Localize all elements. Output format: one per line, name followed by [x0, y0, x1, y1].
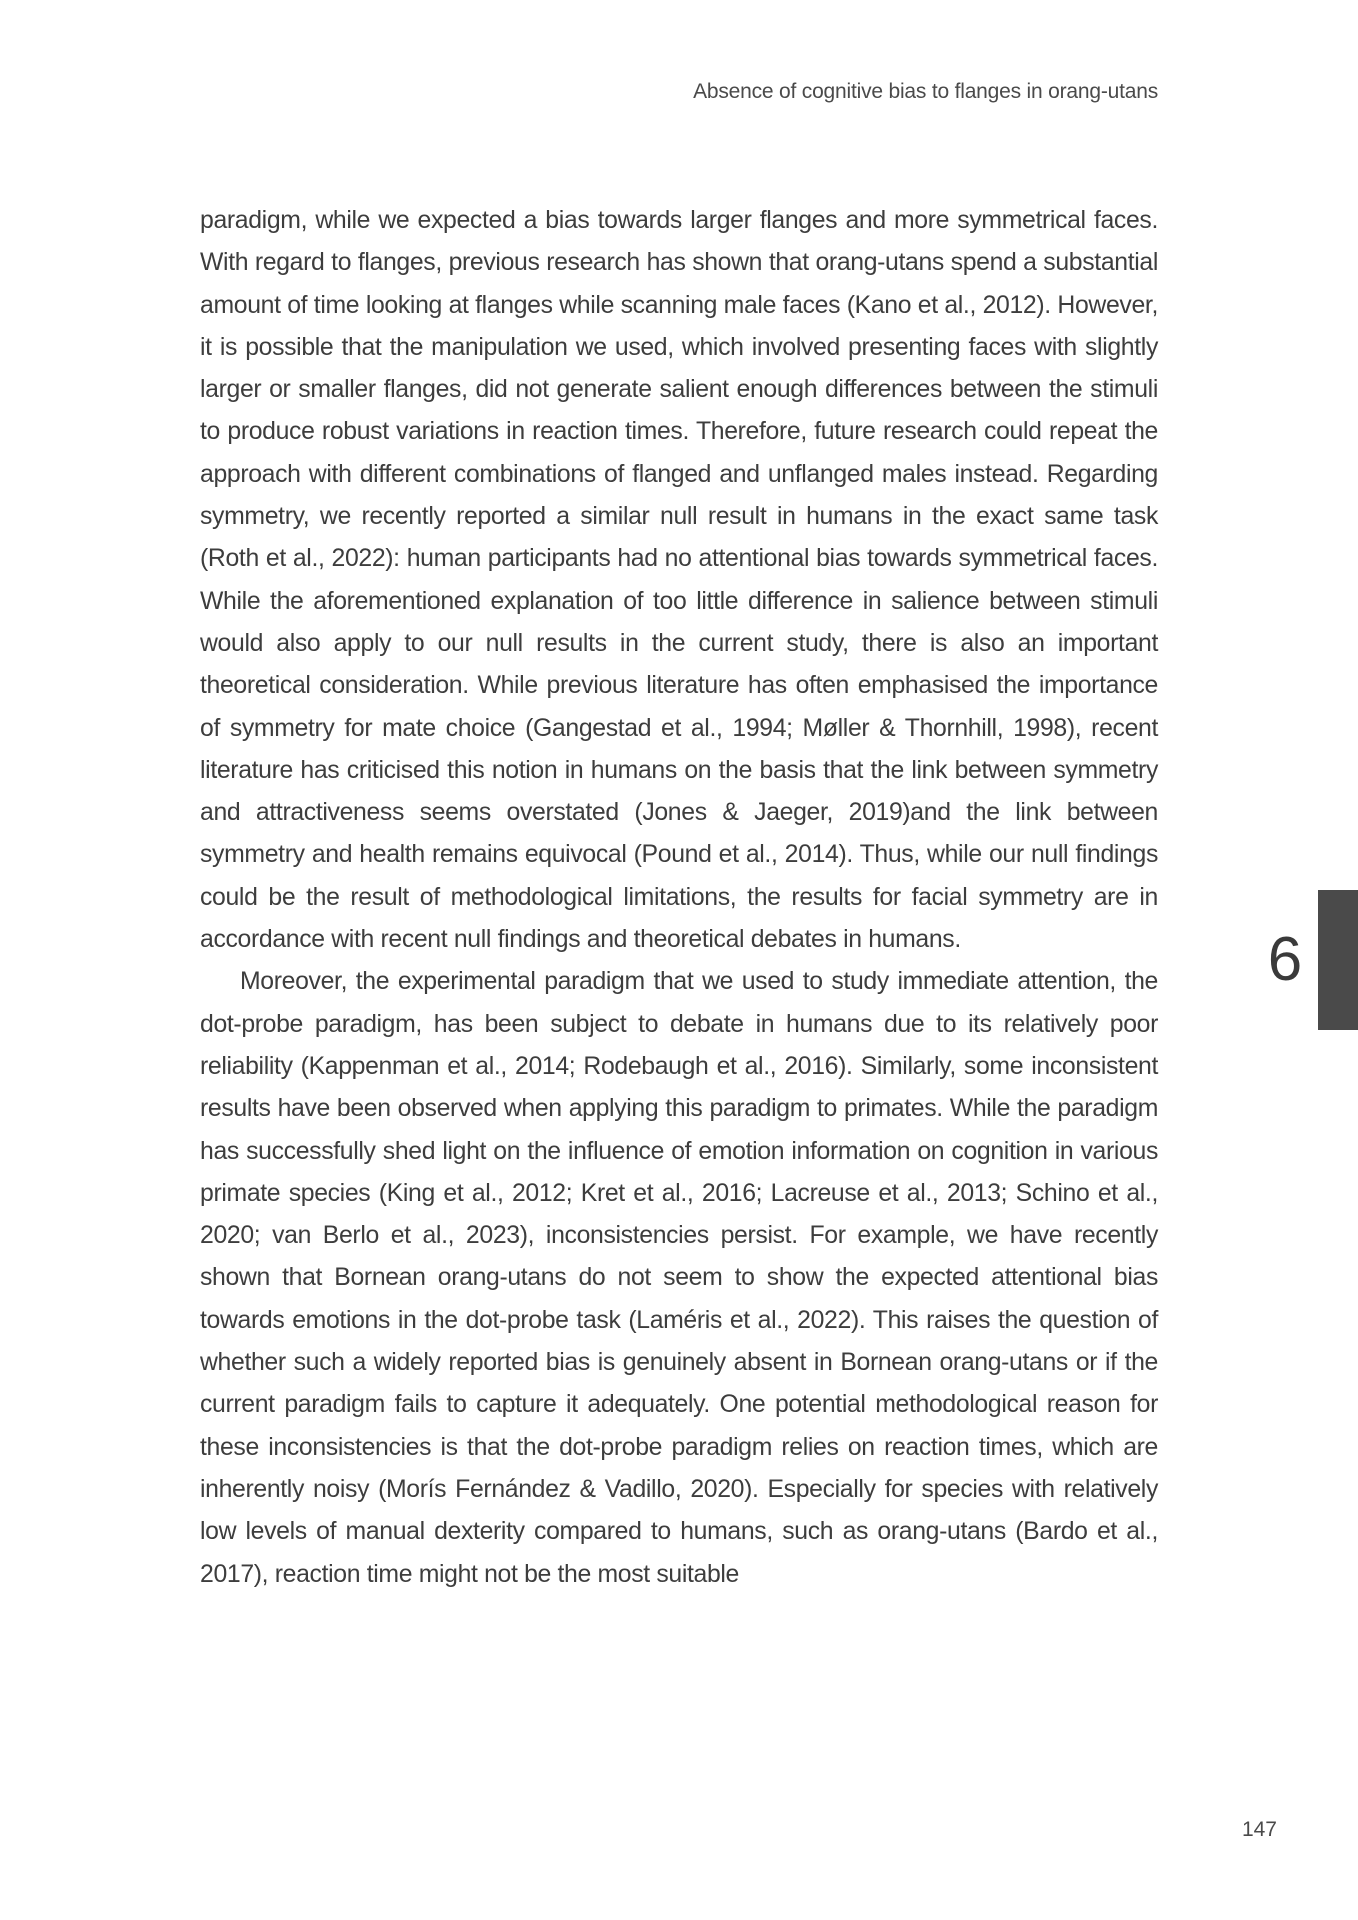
- paragraph-1: paradigm, while we expected a bias towards larger flanges and more symmetrical faces. With regard to flanges, previous research has shown that orang-utans spend a substantial amount of time looking at flanges while scanning male faces (Kano et al., 2012). However, it is possible that the manipulation we used, which involved presenting faces with slightly larger or smaller flanges, did not generate salient enough differences between the stimuli to produce robust variations in reaction times. Therefore, future research could repeat the approach with different combinations of flanged and unflanged males instead. Regarding symmetry, we recently reported a similar null result in humans in the exact same task (Roth et al., 2022): human participants had no attentional bias towards symmetrical faces. While the aforementioned explanation of too little difference in salience between stimuli would also apply to our null results in the current study, there is also an important theoretical consideration. While previous literature has often emphasised the importance of symmetry for mate choice (Gangestad et al., 1994; Møller & Thornhill, 1998), recent literature has criticised this notion in humans on the basis that the link between symmetry and attractiveness seems overstated (Jones & Jaeger, 2019)and the link between symmetry and health remains equivocal (Pound et al., 2014). Thus, while our null findings could be the result of methodological limitations, the results for facial symmetry are in accordance with recent null findings and theoretical debates in humans.: [200, 207, 1158, 954]
- running-header-title: Absence of cognitive bias to flanges in orang-utans: [693, 80, 1158, 103]
- chapter-number: 6: [1267, 925, 1303, 994]
- body-text: [200, 200, 1158, 1596]
- chapter-tab-marker: [1318, 890, 1358, 1030]
- page-number: 147: [1241, 1818, 1277, 1841]
- paragraph-2: Moreover, the experimental paradigm that we used to study immediate attention, the dot-probe paradigm, has been subject to debate in humans due to its relatively poor reliability (Kappenman et al., 2014; Rodebaugh et al., 2016). Similarly, some inconsistent results have been observed when applying this paradigm to primates. While the paradigm has successfully shed light on the influence of emotion information on cognition in various primate species (King et al., 2012; Kret et al., 2016; Lacreuse et al., 2013; Schino et al., 2020; van Berlo et al., 2023), inconsistencies persist. For example, we have recently shown that Bornean orang-utans do not seem to show the expected attentional bias towards emotions in the dot-probe task (Laméris et al., 2022). This raises the question of whether such a widely reported bias is genuinely absent in Bornean orang-utans or if the current paradigm fails to capture it adequately. One potential methodological reason for these inconsistencies is that the dot-probe paradigm relies on reaction times, which are inherently noisy (Morís Fernández & Vadillo, 2020). Especially for species with relatively low levels of manual dexterity compared to humans, such as orang-utans (Bardo et al., 2017), reaction time might not be the most suitable: [200, 968, 1158, 1588]
